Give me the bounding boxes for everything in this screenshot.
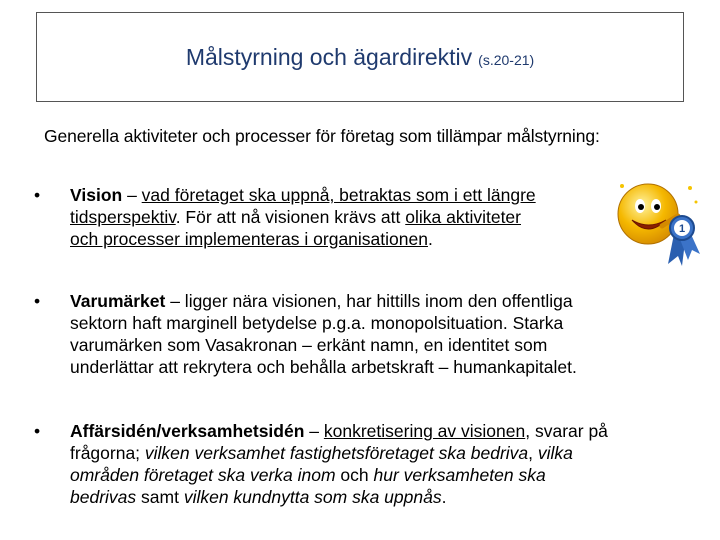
italic-text: vilka <box>537 443 573 463</box>
slide-title: Målstyrning och ägardirektiv <box>185 43 473 70</box>
plain-text: , svarar på <box>525 421 608 441</box>
text-line <box>70 442 702 464</box>
italic-text: områden företaget ska verka inom <box>70 465 336 485</box>
underlined-text: tidsperspektiv <box>70 207 176 227</box>
bullet-varumarket-body <box>70 290 680 378</box>
text-line <box>70 184 650 206</box>
title-box <box>36 12 684 102</box>
plain-text: . För att nå visionen krävs att <box>175 207 406 227</box>
plain-text: frågorna; <box>70 443 145 463</box>
underlined-text: konkretisering av visionen <box>323 421 526 441</box>
term-varumarket: Varumärket <box>70 291 166 311</box>
plain-text: . <box>441 487 447 507</box>
medal-number: 1 <box>678 223 686 235</box>
bullet-affarsiden-body <box>70 420 702 508</box>
term-affarsiden: Affärsidén/verksamhetsidén <box>70 421 305 441</box>
plain-text: . <box>427 229 433 249</box>
plain-text: – ligger nära visionen, har hittills inom den offentliga <box>165 291 573 311</box>
underlined-text: vad företaget ska uppnå, betraktas som i ett längre <box>141 185 536 205</box>
italic-text: bedrivas <box>70 487 137 507</box>
italic-text: vilken kundnytta som ska uppnås <box>183 487 442 507</box>
text-line <box>70 290 680 312</box>
plain-text: samt <box>136 487 184 507</box>
underlined-text: olika aktiviteter <box>405 207 521 227</box>
page-reference: (s.20-21) <box>478 52 535 68</box>
bullet-dot: • <box>34 291 41 311</box>
underlined-text: och processer implementeras i organisationen <box>70 229 428 249</box>
italic-text: hur verksamheten ska <box>373 465 546 485</box>
text-line <box>70 228 650 250</box>
text-line <box>70 420 702 442</box>
term-vision: Vision <box>70 185 123 205</box>
plain-text: , <box>528 443 538 463</box>
bullet-dot: • <box>34 185 41 205</box>
separator: – <box>304 421 324 441</box>
text-line <box>70 206 650 228</box>
smiley-medal-icon <box>612 172 702 272</box>
text-line: sektorn haft marginell betydelse p.g.a. monopolsituation. Starka <box>70 313 564 333</box>
text-line <box>70 486 702 508</box>
intro-text: Generella aktiviteter och processer för företag som tillämpar målstyrning: <box>44 126 600 146</box>
bullet-dot: • <box>34 421 41 441</box>
plain-text: och <box>335 465 374 485</box>
italic-text: vilken verksamhet fastighetsföretaget ska bedriva <box>144 443 529 463</box>
text-line <box>70 464 702 486</box>
text-line: underlättar att rekrytera och behålla arbetskraft – humankapitalet. <box>70 357 577 377</box>
text-line: varumärken som Vasakronan – erkänt namn, en identitet som <box>70 335 548 355</box>
separator: – <box>122 185 142 205</box>
bullet-vision-body <box>70 184 650 250</box>
